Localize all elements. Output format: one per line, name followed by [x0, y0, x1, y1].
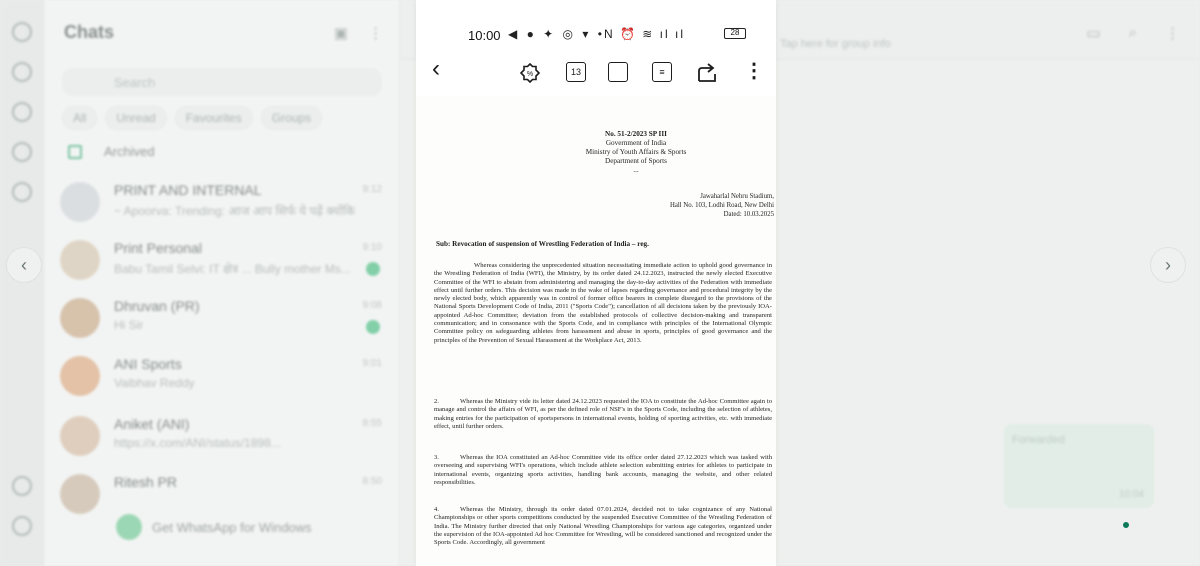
share-icon [696, 62, 718, 84]
meta-ai-icon[interactable] [12, 182, 32, 202]
paragraph-3 [434, 454, 772, 487]
archived-label: Archived [104, 144, 155, 159]
chat-preview: https://x.com/ANI/status/1898... [114, 436, 281, 450]
menu-icon[interactable]: ⋮ [368, 25, 383, 42]
chats-icon[interactable] [12, 22, 32, 42]
avatar [60, 474, 100, 514]
get-app-label: Get WhatsApp for Windows [152, 519, 312, 535]
paragraph-number: 4. [434, 506, 439, 513]
profile-icon[interactable] [12, 516, 32, 536]
previous-media-button[interactable] [6, 247, 42, 283]
back-icon: ‹ [432, 55, 440, 82]
shared-image[interactable] [416, 0, 776, 566]
menu-icon[interactable]: ⋮ [1165, 25, 1180, 42]
list-item[interactable] [58, 234, 388, 288]
message-time: 10:04 [1118, 489, 1144, 500]
chat-name: Aniket (ANI) [114, 416, 190, 432]
chat-time: 8:50 [362, 476, 382, 487]
list-item[interactable] [58, 176, 388, 230]
avatar [60, 416, 100, 456]
message-bubble[interactable] [1004, 424, 1154, 508]
chat-name: PRINT AND INTERNAL [114, 182, 262, 198]
avatar [60, 182, 100, 222]
chat-preview: Babu Tamil Selvi: IT क्षेत्र ... Bully mother Ms... [114, 262, 351, 276]
status-icons-right: N ⏰ ≋ ıl ıl [604, 27, 685, 41]
chat-name: Dhruvan (PR) [114, 298, 200, 314]
chat-time: 8:55 [362, 418, 382, 429]
next-media-button[interactable] [1150, 247, 1186, 283]
edit-icon [520, 62, 540, 84]
chat-name: Ritesh PR [114, 474, 178, 490]
chat-name: ANI Sports [114, 356, 182, 372]
list-item[interactable] [58, 410, 388, 464]
document-date: Dated: 10.03.2025 [723, 211, 774, 218]
org-line: ... [633, 166, 639, 174]
ocr-icon: 13 [566, 62, 586, 82]
list-item[interactable] [58, 292, 388, 346]
document-subject: Sub: Revocation of suspension of Wrestling Federation of India – reg. [436, 240, 649, 248]
paragraph-number: 2. [434, 398, 439, 405]
address-line: Hall No. 103, Lodhi Road, New Delhi [669, 202, 774, 209]
new-chat-icon[interactable]: ▣ [333, 25, 348, 42]
paragraph-text: Whereas the Ministry, through its order dated 07.01.2024, decided not to take cognizance of any National Championships or other sports competitions conducted by the suspended Executive Committee of the Wrestling Federation of India. The Ministry further directed that only National Wrestling Championships for various age categories, organized under the supervision of the IOA-appointed Ad hoc Committee for Wrestling, will be considered sanctioned and recognized under the Sports Code. Accordingly, all government [434, 506, 772, 547]
chat-preview: Vaibhav Reddy [114, 376, 195, 390]
get-app-banner[interactable] [116, 514, 312, 540]
svg-text:%: % [526, 71, 534, 78]
archive-icon [68, 145, 82, 159]
channels-icon[interactable] [12, 102, 32, 122]
status-time: 10:00 [468, 28, 501, 43]
search-icon[interactable]: ⌕ [1128, 24, 1137, 41]
chat-preview: Hi Sir [114, 318, 144, 332]
reference-number: No. 51-2/2023 SP III [605, 130, 667, 138]
org-line: Department of Sports [605, 157, 667, 165]
chevron-right-icon: › [1165, 254, 1171, 275]
whatsapp-logo-icon [116, 514, 142, 540]
paragraph-2 [434, 398, 772, 431]
more-icon: ⋮ [744, 59, 764, 82]
filter-favourites[interactable]: Favourites [175, 106, 253, 130]
conversation-actions [1086, 24, 1180, 42]
filter-unread[interactable]: Unread [105, 106, 166, 130]
chat-time: 9:10 [362, 242, 382, 253]
paragraph-text: Whereas the Ministry vide its letter dated 24.12.2023 requested the IOA to constitute the Ad-hoc Committee again to manage and control the affairs of WFI, as per the defined role of NSF's in the Sports Code, including the selection of athletes, making entries for the participation of sportspersons in international events, holding of sporting activities, etc. with immediate effect, until further orders. [434, 398, 772, 430]
list-item[interactable] [58, 350, 388, 404]
chat-preview: ~ Apoorva: Trending: आज आप सिर्फ ये पढ़ें क्योंकि [114, 204, 356, 218]
paragraph-4 [434, 506, 772, 547]
chevron-left-icon: ‹ [21, 254, 27, 275]
message-forward-label: Forwarded [1012, 434, 1065, 446]
pages-icon: ≡ [652, 62, 672, 82]
conversation-subtitle: Tap here for group info [780, 38, 891, 50]
avatar [60, 240, 100, 280]
status-icon[interactable] [12, 62, 32, 82]
paragraph-1: Whereas considering the unprecedented situation necessitating immediate action to uphold good governance in the Wrestling Federation of India (WFI), the Ministry, by its order dated 24.12.2023, instructed the newly elected Executive Committee of the WFI to abstain from administering and managing the day-to-day activities of the Federation with immediate effect until further orders. This decision was made in the wake of lapses regarding governance and procedural integrity by the newly elected body, which apparently was in control of former office bearers in complete disregard to the provisions of the National Sports Development Code of India, 2011 ("Sports Code"); cancellation of all decisions taken by the previously IOA-appointed Ad-hoc Committee; deviation from the established protocols of collective decision-making and transparent communication; and in consonance with the Sports Code, and in compliance with principles of the International Olympic Committee policy on safeguarding athletes from harassment and abuse in sports, principles of good governance and the principles of the Prevention of Sexual Harassment at the Workplace Act, 2013. [434, 262, 772, 344]
video-call-icon[interactable]: ▭ [1086, 25, 1101, 42]
status-icons-left: ◀ ● ✦ ◎ ▾ • [508, 27, 605, 41]
unread-badge [366, 320, 380, 334]
document-page [416, 96, 776, 566]
chat-list-panel [44, 0, 400, 566]
document-header [566, 130, 706, 175]
chat-list-actions [334, 24, 383, 42]
avatar [60, 356, 100, 396]
crop-icon [608, 62, 628, 82]
org-line: Ministry of Youth Affairs & Sports [585, 148, 687, 156]
phone-status-bar [416, 0, 776, 46]
archived-row[interactable] [68, 144, 155, 159]
avatar [60, 298, 100, 338]
chat-time: 9:12 [362, 184, 382, 195]
chat-name: Print Personal [114, 240, 202, 256]
paragraph-text: Whereas the IOA constituted an Ad-hoc Committee vide its office order dated 27.12.2023 which was tasked with overseeing and supervising WFI's operations, which include athlete selection submitting entries for athletes to participate in international events, organizing sports activities, handling bank accounts, managing the website, and other related responsibilities. [434, 454, 772, 486]
phone-gallery-toolbar [416, 50, 776, 94]
settings-icon[interactable] [12, 476, 32, 496]
paragraph-number: 3. [434, 454, 439, 461]
chat-filters [62, 106, 322, 130]
address-line: Jawaharlal Nehru Stadium, [700, 193, 774, 200]
search-input[interactable]: Search [62, 68, 382, 96]
chats-title: Chats [64, 22, 115, 42]
communities-icon[interactable] [12, 142, 32, 162]
unread-badge [366, 262, 380, 276]
nav-rail [0, 0, 44, 566]
document-address [634, 192, 774, 219]
filter-groups[interactable]: Groups [261, 106, 322, 130]
indicator-dot [1123, 522, 1129, 528]
org-line: Government of India [605, 139, 667, 147]
chat-time: 9:01 [362, 358, 382, 369]
chat-time: 9:08 [362, 300, 382, 311]
battery-icon: 28 [724, 28, 746, 39]
filter-all[interactable]: All [62, 106, 97, 130]
